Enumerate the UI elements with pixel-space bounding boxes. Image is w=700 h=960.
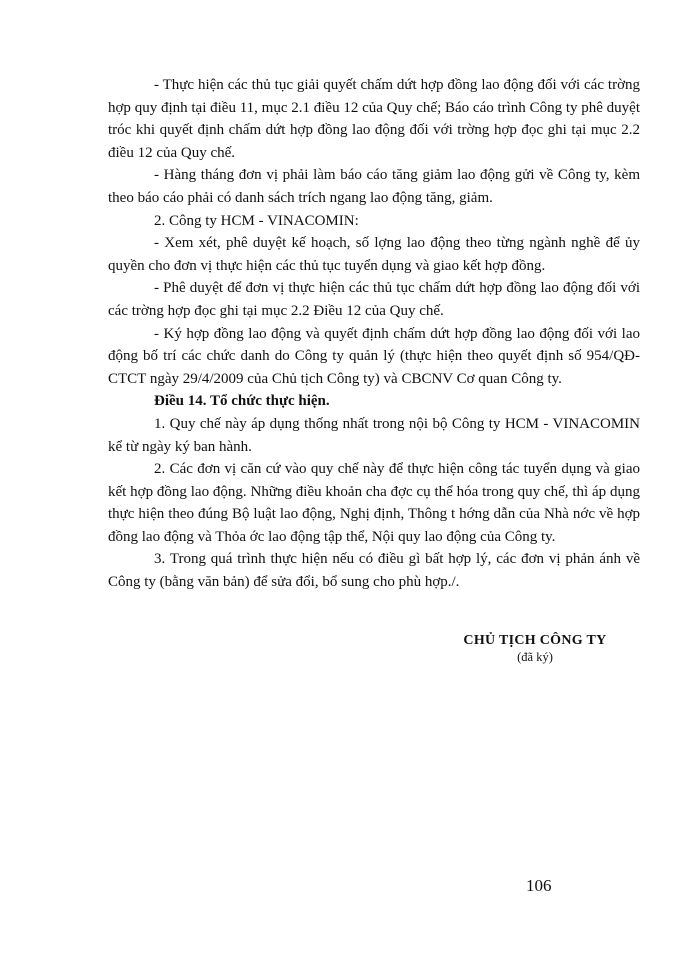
paragraph-termination-procedures: - Thực hiện các thủ tục giải quyết chấm dứt hợp đồng lao động đối với các trờng hợp quy định tại điều 11, mục 2.1 điều 12 của Quy chế; Báo cáo trình Công ty phê duyệt tróc khi quyết định chấm dứt hợp đồng lao động đối với trờng hợp đọc ghi tại mục 2.2 điều 12 của Quy chế.	[108, 77, 640, 161]
paragraph-article-14-item-1: 1. Quy chế này áp dụng thống nhất trong nội bộ Công ty HCM - VINACOMIN kể từ ngày ký ban hành.	[108, 415, 640, 455]
signature-title: CHỦ TỊCH CÔNG TY	[463, 633, 607, 648]
document-body	[108, 74, 640, 594]
article-14-heading: Điều 14. Tổ chức thực hiện.	[154, 393, 330, 410]
paragraph-article-14-item-3: 3. Trong quá trình thực hiện nếu có điều gì bất hợp lý, các đơn vị phản ánh về Công ty (bằng văn bản) để sửa đổi, bổ sung cho phù hợp./.	[108, 551, 640, 591]
page-number: 106	[526, 876, 552, 895]
paragraph-approve-termination: - Phê duyệt để đơn vị thực hiện các thủ tục chấm dứt hợp đồng lao động đối với các trờng hợp đọc ghi tại mục 2.2 Điều 12 của Quy chế.	[108, 280, 640, 319]
signature-block	[440, 633, 630, 665]
paragraph-company-heading: 2. Công ty HCM - VINACOMIN:	[154, 212, 359, 229]
paragraph-approve-plan: - Xem xét, phê duyệt kế hoạch, số lợng lao động theo từng ngành nghề để ủy quyền cho đơn vị thực hiện các thủ tục tuyển dụng và giao kết hợp đồng.	[108, 235, 640, 274]
paragraph-monthly-report: - Hàng tháng đơn vị phải làm báo cáo tăng giảm lao động gửi về Công ty, kèm theo báo cáo phải có danh sách trích ngang lao động tăng, giảm.	[108, 167, 640, 206]
paragraph-sign-contracts: - Ký hợp đồng lao động và quyết định chấm dứt hợp đồng lao động đối với lao động bố trí các chức danh do Công ty quản lý (thực hiện theo quyết định số 954/QĐ- CTCT ngày 29/4/2009 của Chủ tịch Công ty) và CBCNV Cơ quan Công ty.	[108, 325, 640, 387]
signature-note: (đã ký)	[517, 650, 553, 664]
paragraph-article-14-item-2: 2. Các đơn vị căn cứ vào quy chế này để thực hiện công tác tuyển dụng và giao kết hợp đồng lao động. Những điều khoản cha đợc cụ thể hóa trong quy chế, thì áp dụng thực hiện theo đúng Bộ luật lao động, Nghị định, Thông t hớng dẫn của Nhà nớc về hợp đồng lao động và Thỏa ớc lao động tập thể, Nội quy lao động của Công ty.	[108, 461, 640, 545]
